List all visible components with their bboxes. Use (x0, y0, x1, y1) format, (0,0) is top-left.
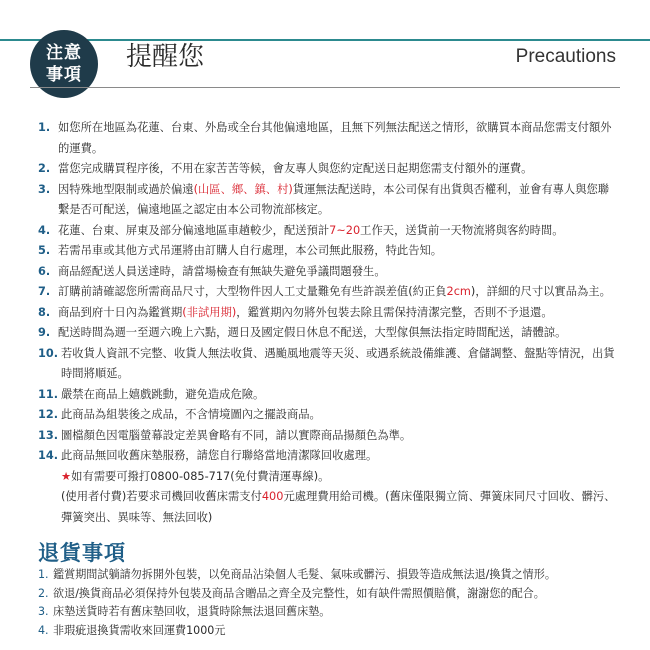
notice-item-5 (38, 241, 620, 262)
notice-text: 商品經配送人員送達時，請當場檢查有無缺失避免爭議問題發生。 (58, 264, 386, 278)
notice-number: 13. (38, 428, 59, 442)
notice-number: 5. (38, 244, 51, 257)
notice-text: 嚴禁在商品上嬉戲跳動，避免造成危險。 (61, 387, 265, 401)
notice-number: 14. (38, 449, 59, 462)
notice-text: 若收貨人資訊不完整、收貨人無法收貨、遇颱風地震等天災、或遇系統設備維護、倉儲調整、盤點等情況，出貨時間將順延。 (61, 346, 615, 380)
notice-text: 圖檔顏色因電腦螢幕設定差異會略有不同，請以實際商品揚顏色為準。 (61, 428, 412, 442)
notice-item-1 (38, 118, 620, 159)
notice-number: 4. (38, 223, 51, 237)
returns-item-3 (38, 603, 620, 622)
notice-number: 9. (38, 326, 51, 339)
notice-text-part: 花蓮、台東、屏東及部分偏遠地區車趟較少，配送預計 (58, 223, 330, 237)
notice-highlight: 2cm (446, 285, 471, 298)
returns-number: 2. (38, 586, 49, 600)
notice-number: 3. (38, 182, 51, 196)
notice-highlight: (非試用期) (182, 305, 237, 319)
notice-item-11 (38, 385, 620, 406)
notice-item-10 (38, 344, 620, 385)
badge-line-2: 事項 (46, 65, 82, 85)
returns-text: 床墊送貨時若有舊床墊回收，退貨時除無法退回舊床墊。 (53, 605, 331, 618)
notice-text: 此商品為組裝後之成品，不含情境圖內之擺設商品。 (61, 408, 321, 421)
returns-text: 鑑賞期間試躺請勿拆開外包裝，以免商品沾染個人毛髮、氣味或髒污、損毀等造成無法退/換貨之情形。 (53, 568, 556, 581)
notice-number: 8. (38, 305, 51, 319)
notice-item-3 (38, 180, 620, 221)
recycle-hotline-text: 如有需要可撥打0800-085-717(免付費清運專線)。 (71, 469, 330, 483)
notice-text-part: ，鑑賞期內勿將外包裝去除且需保持清潔完整，否則不予退還。 (236, 305, 553, 319)
returns-text: 非瑕疵退換貨需收來回運費1000元 (53, 623, 226, 637)
notice-number: 6. (38, 264, 51, 278)
notice-text (58, 221, 620, 242)
notice-highlight: (山區、鄉、鎮、村) (193, 182, 293, 196)
notice-list (38, 118, 620, 528)
notice-text: 此商品無回收舊床墊服務，請您自行聯絡當地清潔隊回收處理。 (61, 449, 378, 462)
returns-text: 欲退/換貨商品必須保持外包裝及商品含贈品之齊全及完整性，如有缺件需照價賠償，謝謝您的配合。 (53, 586, 545, 600)
recycle-hotline (38, 467, 620, 488)
notice-item-8 (38, 303, 620, 324)
notice-number: 11. (38, 387, 59, 401)
recycle-fee-amount: 400 (261, 490, 284, 503)
notice-text-part: 因特殊地型限制或過於偏遠 (58, 182, 194, 196)
notice-item-7 (38, 282, 620, 303)
notice-text: 如您所在地區為花蓮、台東、外島或全台其他偏遠地區，且無下列無法配送之情形，欲購買本商品您需支付額外的運費。 (58, 121, 612, 155)
header-divider (30, 87, 620, 88)
notice-number: 7. (38, 285, 51, 298)
notice-text-part: )，詳細的尺寸以實品為主。 (470, 285, 611, 298)
notice-item-9 (38, 323, 620, 344)
notice-text-part: 訂購前請確認您所需商品尺寸，大型物件因人工丈量難免有些許誤差值(約正負 (58, 285, 447, 298)
recycle-fee-note (38, 487, 620, 528)
returns-item-2 (38, 585, 620, 604)
notice-text: 當您完成購買程序後，不用在家苦苦等候，會友專人與您約定配送日起期您需支付額外的運費。 (58, 162, 533, 175)
header-accent-line (0, 39, 650, 41)
notice-number: 2. (38, 162, 51, 175)
notice-text (58, 282, 620, 303)
notice-item-4 (38, 221, 620, 242)
notice-highlight: 7~20 (329, 223, 361, 237)
page-title: 提醒您 (126, 42, 205, 72)
returns-title: 退貨事項 (38, 541, 126, 565)
notice-item-6 (38, 262, 620, 283)
notice-text: 配送時間為週一至週六晚上六點，週日及國定假日休息不配送，大型傢俱無法指定時間配送，請體諒。 (58, 326, 567, 339)
returns-number: 4. (38, 623, 49, 637)
notice-text-part: 工作天，送貨前一天物流將與客約時間。 (360, 223, 564, 237)
notice-text: 若需吊車或其他方式吊運將由訂購人自行處理，本公司無此服務，特此告知。 (58, 244, 443, 257)
english-title: Precautions (515, 46, 616, 67)
badge-line-1: 注意 (46, 43, 82, 63)
returns-number: 3. (38, 605, 49, 618)
returns-list (38, 566, 620, 640)
recycle-fee-text: 元處理費用給司機。(舊床僅限獨立筒、彈簧床同尺寸回收、髒污、彈簧突出、異味等、無法回收) (61, 490, 616, 524)
notice-number: 12. (38, 408, 59, 421)
returns-item-1 (38, 566, 620, 585)
notice-text (58, 303, 620, 324)
returns-number: 1. (38, 568, 49, 581)
star-icon: ★ (61, 469, 72, 483)
notice-item-13 (38, 426, 620, 447)
notice-text (58, 180, 620, 221)
notice-text-part: 貨運無法配送時，本公司保有出貨與否權利，並會有專人與您聯繫是否可配送，偏遠地區之認定由本公司物流部核定。 (58, 182, 610, 216)
notice-item-14 (38, 446, 620, 467)
notice-item-12 (38, 405, 620, 426)
notice-item-2 (38, 159, 620, 180)
returns-item-4 (38, 622, 620, 641)
notice-text-part: 商品到府十日內為鑑賞期 (58, 305, 183, 319)
notice-number: 1. (38, 121, 51, 134)
recycle-fee-text: (使用者付費)若要求司機回收舊床需支付 (61, 490, 262, 503)
notice-number: 10. (38, 346, 59, 360)
